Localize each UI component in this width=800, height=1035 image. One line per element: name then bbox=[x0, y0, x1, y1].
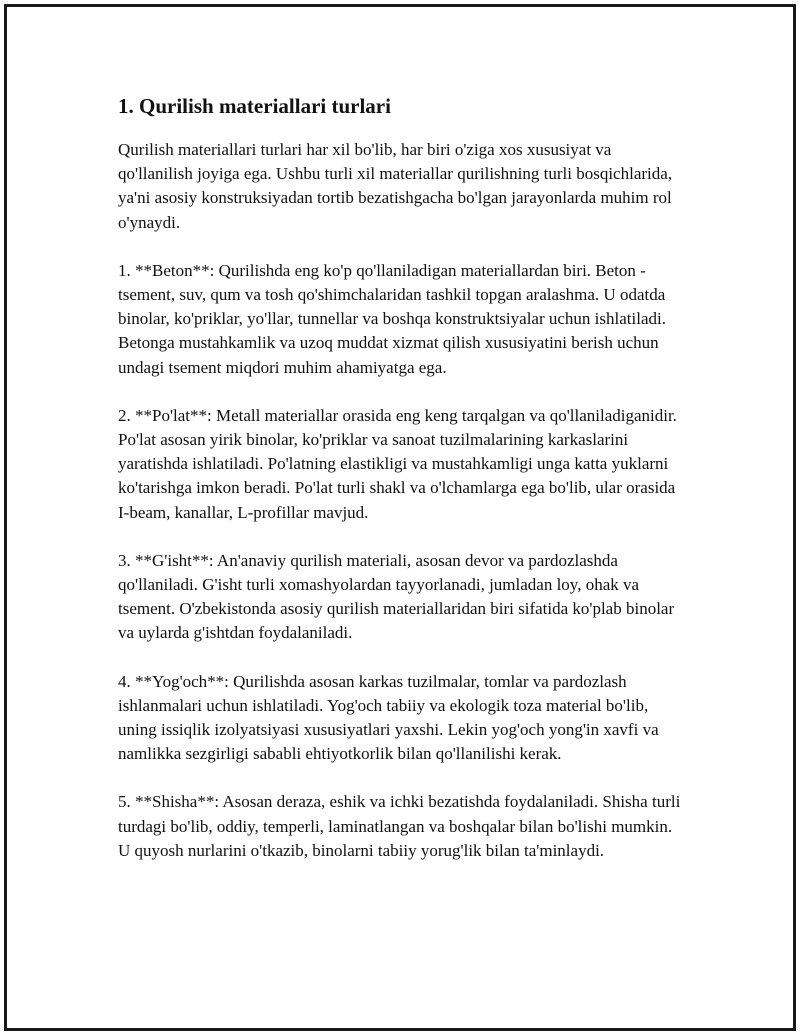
paragraph-polat: 2. **Po'lat**: Metall materiallar orasida eng keng tarqalgan va qo'llaniladiganidir. Po'lat asosan yirik binolar, ko'priklar va sanoat tuzilmalarining karkaslarini yaratishda ishlatiladi. Po'latning elastikligi va mustahkamligi unga katta yuklarni ko'tarishga imkon beradi. Po'lat turli shakl va o'lchamlarga ega bo'lib, ular orasida I-beam, kanallar, L-profillar mavjud. bbox=[118, 405, 677, 522]
intro-paragraph: Qurilish materiallari turlari har xil bo'lib, har biri o'ziga xos xususiyat va qo'llanilish joyiga ega. Ushbu turli xil materiallar qurilishning turli bosqichlarida, ya'ni asosiy konstruksiyadan tortib bezatishgacha bo'lgan jarayonlarda muhim rol o'ynaydi. bbox=[118, 140, 673, 232]
paragraph-shisha: 5. **Shisha**: Asosan deraza, eshik va ichki bezatishda foydalaniladi. Shisha turli turdagi bo'lib, oddiy, temperli, laminatlangan va boshqalar bilan bo'lishi mumkin. U quyosh nurlarini o'tkazib, binolarni tabiiy yorug'lik bilan ta'minlaydi. bbox=[118, 792, 681, 860]
document-body bbox=[118, 92, 688, 887]
section-heading: 1. Qurilish materiallari turlari bbox=[118, 94, 391, 118]
paragraph-beton: 1. **Beton**: Qurilishda eng ko'p qo'llaniladigan materiallardan biri. Beton - tsement, suv, qum va tosh qo'shimchalaridan tashkil topgan aralashma. U odatda binolar, ko'priklar, yo'llar, tunnellar va boshqa konstruktsiyalar uchun ishlatiladi. Betonga mustahkamlik va uzoq muddat xizmat qilish xususiyatini berish uchun undagi tsement miqdori muhim ahamiyatga ega. bbox=[118, 260, 666, 377]
paragraph-gisht: 3. **G'isht**: An'anaviy qurilish materiali, asosan devor va pardozlashda qo'llaniladi. G'isht turli xomashyolardan tayyorlanadi, jumladan loy, ohak va tsement. O'zbekistonda asosiy qurilish materiallaridan biri sifatida ko'plab binolar va uylarda g'ishtdan foydalaniladi. bbox=[118, 550, 675, 643]
paragraph-yogoch: 4. **Yog'och**: Qurilishda asosan karkas tuzilmalar, tomlar va pardozlash ishlanmalari uchun ishlatiladi. Yog'och tabiiy va ekologik toza material bo'lib, uning issiqlik izolyatsiyasi xususiyatlari yaxshi. Lekin yog'och yong'in xavfi va namlikka sezgirligi sababli ehtiyotkorlik bilan qo'llanilishi kerak. bbox=[118, 671, 659, 764]
